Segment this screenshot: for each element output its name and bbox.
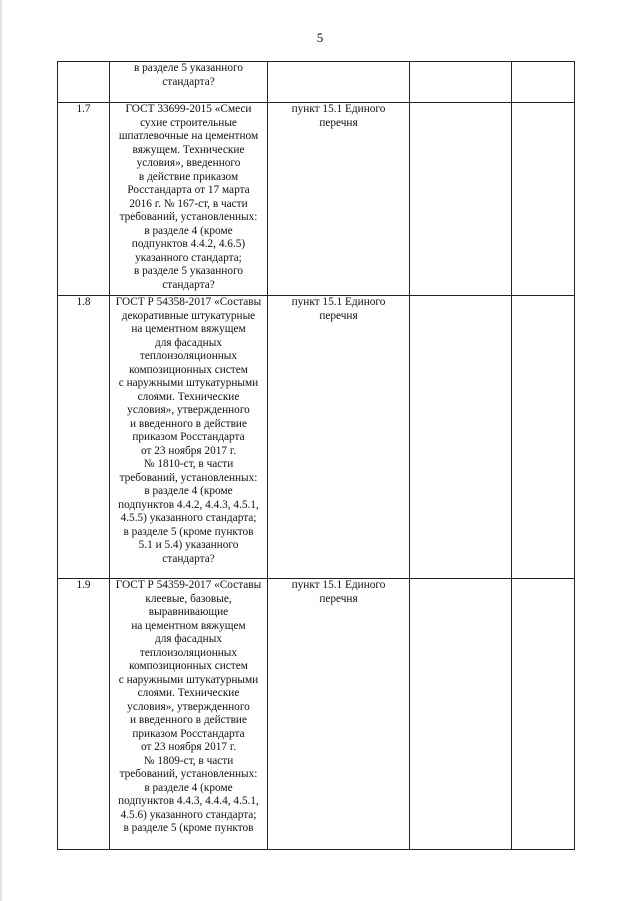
requirements-table bbox=[57, 61, 575, 850]
document-line: для фасадных bbox=[155, 633, 222, 645]
list-item-line: перечня bbox=[319, 309, 358, 322]
cell-empty bbox=[410, 103, 512, 296]
cell-empty bbox=[410, 62, 512, 103]
document-line: в разделе 4 (кроме bbox=[144, 485, 233, 497]
document-line: в разделе 5 указанного bbox=[134, 265, 243, 277]
document-line: в разделе 4 (кроме bbox=[144, 224, 233, 237]
list-item-line: перечня bbox=[319, 592, 358, 605]
document-line: Росстандарта от 17 марта bbox=[127, 184, 250, 196]
document-line: с наружными штукатурными bbox=[118, 673, 259, 686]
document-line: подпунктов 4.4.2, 4.4.3, 4.5.1, bbox=[118, 498, 259, 511]
list-item-line: пункт 15.1 Единого bbox=[291, 296, 386, 308]
document-line: 4.5.5) указанного стандарта; bbox=[120, 512, 257, 524]
document-line: № 1809-ст, в части bbox=[143, 754, 234, 767]
cell-number bbox=[58, 62, 110, 103]
document-line: в разделе 4 (кроме bbox=[144, 781, 233, 794]
document-line: ГОСТ Р 54358-2017 «Составы bbox=[115, 296, 262, 308]
document-line: требований, установленных: bbox=[119, 768, 258, 780]
document-line: декоративные штукатурные bbox=[121, 309, 256, 322]
document-line: подпунктов 4.4.2, 4.6.5) bbox=[131, 238, 246, 250]
cell-document bbox=[110, 296, 268, 579]
document-line: на цементном вяжущем bbox=[131, 619, 246, 632]
scan-edge bbox=[0, 0, 3, 901]
cell-number: 1.8 bbox=[58, 296, 110, 579]
document-line: ГОСТ 33699-2015 «Смеси bbox=[125, 103, 252, 115]
document-line: требований, установленных: bbox=[119, 471, 258, 484]
cell-document bbox=[110, 103, 268, 296]
document-line: шпатлевочные на цементном bbox=[118, 130, 259, 142]
document-line: вяжущем. Технические bbox=[132, 143, 245, 156]
document-line: подпунктов 4.4.3, 4.4.4, 4.5.1, bbox=[118, 795, 259, 807]
document-line: условия», введенного bbox=[136, 157, 241, 169]
document-line: от 23 ноября 2017 г. bbox=[140, 741, 237, 753]
document-line: теплоизоляционных bbox=[139, 646, 238, 659]
document-line: ГОСТ Р 54359-2017 «Составы bbox=[115, 579, 262, 591]
cell-list-item bbox=[268, 296, 410, 579]
list-item-line: перечня bbox=[319, 116, 358, 129]
document-line: условия», утвержденного bbox=[127, 700, 250, 713]
cell-number: 1.7 bbox=[58, 103, 110, 296]
list-item-line: пункт 15.1 Единого bbox=[291, 103, 386, 115]
document-line: в разделе 5 указанного bbox=[134, 62, 243, 74]
document-line: 5.1 и 5.4) указанного bbox=[138, 539, 239, 551]
document-line: для фасадных bbox=[155, 336, 222, 349]
document-line: в разделе 5 (кроме пунктов bbox=[123, 822, 254, 834]
document-line: приказом Росстандарта bbox=[132, 431, 245, 443]
document-line: выравнивающие bbox=[148, 606, 229, 618]
document-line: стандарта? bbox=[162, 552, 215, 565]
document-line: теплоизоляционных bbox=[139, 350, 238, 362]
cell-empty bbox=[410, 579, 512, 850]
document-line: слоями. Технические bbox=[137, 390, 240, 403]
document-line: условия», утвержденного bbox=[127, 404, 250, 416]
document-line: сухие строительные bbox=[140, 116, 237, 129]
document-line: от 23 ноября 2017 г. bbox=[140, 444, 237, 457]
document-line: с наружными штукатурными bbox=[118, 377, 259, 389]
document-line: в действие приказом bbox=[138, 170, 239, 183]
document-line: стандарта? bbox=[162, 75, 215, 88]
cell-document bbox=[110, 579, 268, 850]
document-line: в разделе 5 (кроме пунктов bbox=[123, 525, 254, 538]
cell-empty bbox=[410, 296, 512, 579]
document-line: композиционных систем bbox=[129, 363, 248, 376]
list-item-line: пункт 15.1 Единого bbox=[291, 579, 386, 591]
cell-empty bbox=[512, 296, 575, 579]
document-line: композиционных систем bbox=[129, 660, 248, 672]
cell-empty bbox=[512, 579, 575, 850]
cell-list-item bbox=[268, 579, 410, 850]
document-line: приказом Росстандарта bbox=[132, 727, 245, 740]
document-line: слоями. Технические bbox=[137, 687, 240, 699]
table-row-1-9 bbox=[58, 579, 575, 850]
document-line: 2016 г. № 167-ст, в части bbox=[129, 197, 248, 210]
document-line: на цементном вяжущем bbox=[131, 323, 246, 335]
document-line: требований, установленных: bbox=[119, 211, 258, 223]
table-row-continuation bbox=[58, 62, 575, 103]
page-number: 5 bbox=[316, 30, 324, 45]
document-line: № 1810-ст, в части bbox=[143, 458, 234, 470]
document-line: и введенного в действие bbox=[130, 714, 247, 726]
cell-empty bbox=[512, 62, 575, 103]
cell-list-item bbox=[268, 62, 410, 103]
table-row-1-8 bbox=[58, 296, 575, 579]
table-row-1-7 bbox=[58, 103, 575, 296]
cell-number: 1.9 bbox=[58, 579, 110, 850]
document-line: указанного стандарта; bbox=[135, 251, 242, 264]
cell-empty bbox=[512, 103, 575, 296]
document-line: 4.5.6) указанного стандарта; bbox=[120, 808, 257, 821]
document-line: клеевые, базовые, bbox=[145, 592, 232, 605]
cell-document bbox=[110, 62, 268, 103]
document-line: и введенного в действие bbox=[130, 417, 247, 430]
document-line: стандарта? bbox=[162, 278, 215, 291]
cell-list-item bbox=[268, 103, 410, 296]
